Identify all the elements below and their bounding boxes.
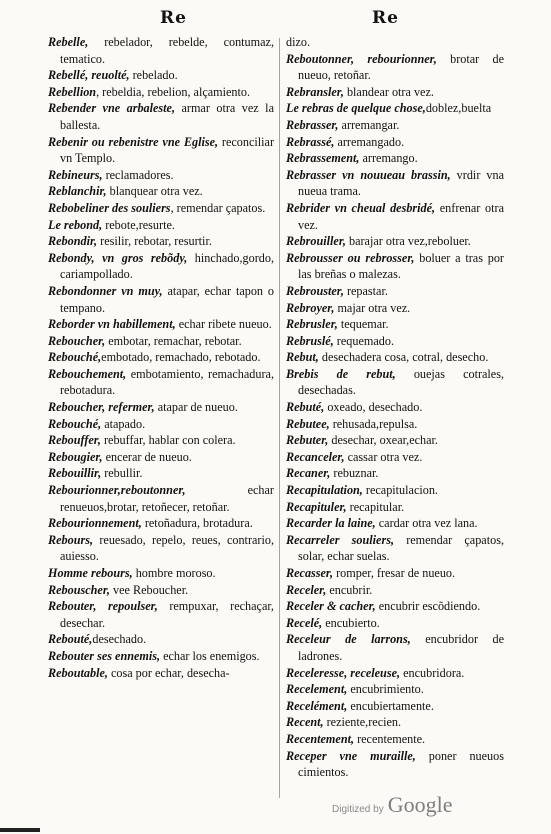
entry-definition: desechado. [92,632,147,647]
scan-edge-mark [0,828,40,832]
entry-headword: Rebrouster, [286,283,344,298]
dictionary-entry [48,250,274,283]
entry-headword: Rebuté, [286,400,325,415]
entry-definition: desechadera cosa, cotral, desecho. [318,350,489,365]
dictionary-entry [48,449,274,466]
entry-definition: desechar, oxear,echar. [328,433,438,448]
dictionary-entry [286,167,504,200]
entry-definition: reziente,recien. [323,715,402,730]
dictionary-entry [48,333,274,350]
dictionary-entry [48,565,274,582]
entry-headword: Rebrouiller, [286,234,346,249]
dictionary-entry [48,465,274,482]
dictionary-entry [286,51,504,84]
entry-definition: tequemar. [337,317,389,332]
entry-definition: atapado. [101,416,146,431]
google-logo: Google [387,792,453,817]
dictionary-entry [286,714,504,731]
dictionary-entry [286,598,504,615]
entry-definition: reuesado, repelo, reues, contrario, auiesso. [60,532,274,564]
entry-definition: , rebeldia, rebelion, alçamiento. [96,84,251,99]
dictionary-entry [48,416,274,433]
entry-headword: Rebrasser vn nouueau brassin, [286,167,451,182]
entry-definition: recapitular. [346,499,405,514]
entry-headword: Receleresse, receleuse, [286,665,401,680]
dictionary-entry [48,100,274,133]
dictionary-entry [48,34,274,67]
dictionary-entry [286,449,504,466]
entry-headword: Rebondonner vn muy, [48,283,163,298]
entry-definition: encubrimiento. [347,682,424,697]
entry-definition: poner nueuos cimientos. [298,748,504,780]
entry-definition: rempuxar, rechaçar, desechar. [60,599,274,630]
entry-headword: Rebut, [286,350,319,365]
dictionary-entry [286,631,504,664]
dictionary-entry [286,515,504,532]
entry-headword: Rebrassement, [286,151,360,166]
entry-headword: Reblanchir, [48,184,107,199]
dictionary-entry [48,515,274,532]
running-head-right: Re [372,8,399,28]
entry-headword: Receper vne muraille, [286,748,416,763]
entry-headword: Rebrasser, [286,117,339,132]
dictionary-entry [286,349,504,366]
dictionary-entry [48,134,274,167]
dictionary-entry [48,432,274,449]
entry-definition: cassar otra vez. [344,449,423,464]
entry-headword: Rebellion [48,84,97,99]
entry-definition: boluer a tras por las breñas o malezas. [298,250,504,282]
dictionary-entry [48,532,274,565]
dictionary-entry [286,532,504,565]
entry-headword: Rebellé, reuolté, [48,68,130,83]
entry-headword: Rebineurs, [48,167,103,182]
entry-headword: Reboutonner, rebourionner, [286,51,437,66]
entry-definition: cosa por echar, desecha- [107,665,230,680]
entry-headword: Reboutable, [48,665,108,680]
entry-headword: Rebourionner,reboutonner, [48,483,186,498]
entry-headword: Recent, [286,715,324,730]
entry-headword: Rebouché, [48,416,102,431]
entry-headword: Homme rebours, [48,566,133,580]
entry-definition: majar otra vez. [334,300,411,315]
dictionary-entry [48,84,274,101]
entry-headword: Rebrousser ou rebrosser, [286,250,415,265]
dictionary-entry [286,681,504,698]
entry-definition: doblez,buelta [425,101,492,116]
dictionary-entry [286,499,504,516]
entry-headword: Rebuter, [286,433,329,448]
entry-headword: Rebouscher, [48,582,110,597]
entry-definition: enfrenar otra vez. [298,200,504,232]
entry-definition: encubiertamente. [347,698,434,713]
entry-definition: cardar otra vez lana. [375,516,478,531]
entry-definition: encubridor de ladrones. [298,632,504,663]
dictionary-entry [286,482,504,499]
entry-headword: Recaner, [286,466,331,481]
entry-headword: Recarreler souliers, [286,532,394,547]
dictionary-entry [286,250,504,283]
entry-definition: embotamiento, remachadura, rebotadura. [60,366,274,398]
entry-definition: rebuffar, hablar con colera. [100,433,236,448]
entry-headword: Recanceler, [286,449,345,464]
dictionary-entry [48,598,274,631]
dictionary-entry [286,416,504,433]
entry-definition: requemado. [333,333,394,348]
entry-definition: romper, fresar de nueuo. [333,566,456,580]
entry-definition: vrdir vna nueua trama. [298,167,504,199]
dictionary-entry [286,665,504,682]
dictionary-entry [286,34,504,51]
entry-headword: Recelé, [286,615,323,630]
entry-headword: Rebouter ses ennemis, [48,648,161,663]
entry-headword: Rebourionnement, [48,516,142,531]
entry-headword: Recelement, [286,682,348,697]
entry-headword: Rebenir ou rebenistre vne Eglise, [48,134,219,149]
entry-headword: Rebouillir, [48,466,102,481]
entry-headword: Brebis de rebut, [286,366,396,381]
digitized-watermark [332,792,452,818]
dictionary-entry [286,615,504,632]
entry-headword: Rebours, [48,532,94,547]
dictionary-entry [286,582,504,599]
entry-headword: Rebutee, [286,416,330,431]
entry-definition: rebuznar. [330,466,379,481]
dictionary-entry [48,366,274,399]
dictionary-entry [48,167,274,184]
dictionary-entry [286,316,504,333]
entry-definition: echar ribete nueuo. [175,317,272,332]
right-column [286,34,504,781]
dictionary-entry [286,134,504,151]
entry-definition: arremangar. [338,117,400,132]
entry-definition: encubrir escõdiendo. [375,599,481,614]
entry-definition: retoñadura, brotadura. [141,516,253,531]
entry-definition: vee Reboucher. [109,582,189,597]
entry-headword: Receleur de larrons, [286,632,411,647]
dictionary-entry [286,300,504,317]
entry-definition: dizo. [286,35,311,49]
entry-definition: barajar otra vez,reboluer. [345,234,471,249]
entry-headword: Rebender vne arbaleste, [48,101,176,116]
entry-headword: Rebroyer, [286,300,335,315]
entry-headword: Recentement, [286,731,355,746]
digitized-by-text: Digitized by [332,804,384,815]
entry-definition: rehusada,repulsa. [329,416,418,431]
entry-definition: embotar, remachar, rebotar. [105,333,242,348]
dictionary-entry [48,631,274,648]
dictionary-entry [286,150,504,167]
column-divider [279,38,280,798]
entry-headword: Recarder la laine, [286,516,376,531]
dictionary-entry [48,665,274,682]
entry-headword: Rebouté, [48,632,93,647]
dictionary-entry [286,465,504,482]
entry-definition: atapar de nueuo. [154,400,238,415]
entry-definition: encubierto. [322,615,380,630]
entry-headword: Receler & cacher, [286,599,376,614]
entry-definition: armar otra vez la ballesta. [60,101,274,132]
entry-headword: Rebondy, vn gros rebõdy, [48,250,188,265]
dictionary-entry [48,233,274,250]
dictionary-entry [48,217,274,234]
dictionary-entry [286,698,504,715]
dictionary-entry [286,399,504,416]
entry-definition: embotado, remachado, rebotado. [101,350,261,365]
entry-definition: reclamadores. [102,167,174,182]
entry-headword: Recasser, [286,566,334,580]
entry-headword: Receler, [286,582,327,597]
entry-headword: Recapitulation, [286,483,363,498]
entry-definition: , remendar çapatos. [170,200,266,215]
entry-definition: blandear otra vez. [343,84,434,99]
entry-headword: Rebobeliner des souliers [48,200,171,215]
entry-definition: rebelado. [129,68,178,83]
entry-definition: echar renueuos,brotar, retoñecer, retoñar. [60,483,274,514]
dictionary-entry [286,117,504,134]
dictionary-entry [286,100,504,117]
entry-headword: Rebondir, [48,234,98,249]
dictionary-entry [48,582,274,599]
dictionary-entry [48,200,274,217]
entry-definition: reconciliar vn Templo. [60,134,274,166]
entry-headword: Rebouché, [48,350,102,365]
entry-definition: rebote,resurte. [102,217,175,232]
entry-definition: rebelador, rebelde, contumaz, tematico. [60,35,274,66]
entry-headword: Rebougier, [48,449,103,464]
dictionary-entry [48,482,274,515]
entry-definition: oxeado, desechado. [324,400,423,415]
left-column [48,34,274,681]
entry-definition: recentemente. [354,731,426,746]
entry-headword: Rebransler, [286,84,344,99]
dictionary-entry [286,200,504,233]
entry-headword: Rebouter, repoulser, [48,599,158,614]
entry-definition: encubrir. [326,582,373,597]
entry-headword: Rebrassé, [286,134,335,149]
dictionary-entry [286,366,504,399]
dictionary-entry [286,283,504,300]
dictionary-entry [48,399,274,416]
entry-definition: encubridora. [400,665,465,680]
entry-definition: brotar de nueuo, retoñar. [298,51,504,83]
dictionary-entry [286,233,504,250]
entry-definition: recapitulacion. [362,483,438,498]
dictionary-entry [48,349,274,366]
dictionary-entry [48,67,274,84]
dictionary-entry [48,316,274,333]
entry-headword: Le rebond, [48,217,103,232]
dictionary-entry [286,333,504,350]
running-head-left: Re [160,8,187,28]
entry-definition: hinchado,gordo, cariampollado. [60,250,275,282]
dictionary-entry [286,432,504,449]
entry-definition: rebullir. [101,466,143,481]
entry-definition: arremangado. [334,134,405,149]
entry-headword: Rebrider vn cheual desbridé, [286,200,436,215]
entry-definition: repastar. [343,283,388,298]
dictionary-entry [286,565,504,582]
entry-headword: Rebouchement, [48,366,127,381]
dictionary-entry [286,84,504,101]
entry-definition: blanquear otra vez. [106,184,203,199]
entry-headword: Rebruslé, [286,333,334,348]
entry-headword: Rebelle, [48,35,89,49]
entry-definition: resilir, rebotar, resurtir. [97,234,212,249]
entry-headword: Recapituler, [286,499,347,514]
entry-definition: remendar çapatos, solar, echar suelas. [298,532,504,564]
entry-definition: arremango. [359,151,418,166]
dictionary-entry [48,283,274,316]
dictionary-entry [286,731,504,748]
entry-headword: Reborder vn habillement, [48,317,176,332]
entry-definition: atapar, echar tapon o tempano. [60,283,274,315]
dictionary-entry [48,648,274,665]
entry-definition: echar los enemigos. [160,648,260,663]
entry-headword: Recelément, [286,698,348,713]
entry-headword: Reboucher, refermer, [48,400,155,415]
entry-definition: encerar de nueuo. [102,449,192,464]
entry-definition: ouejas cotrales, desechadas. [298,366,505,398]
entry-headword: Rebouffer, [48,433,101,448]
entry-headword: Le rebras de quelque chose, [286,101,426,116]
entry-definition: hombre moroso. [132,566,216,580]
entry-headword: Reboucher, [48,333,106,348]
dictionary-entry [286,748,504,781]
dictionary-entry [48,183,274,200]
entry-headword: Rebrusler, [286,317,338,332]
